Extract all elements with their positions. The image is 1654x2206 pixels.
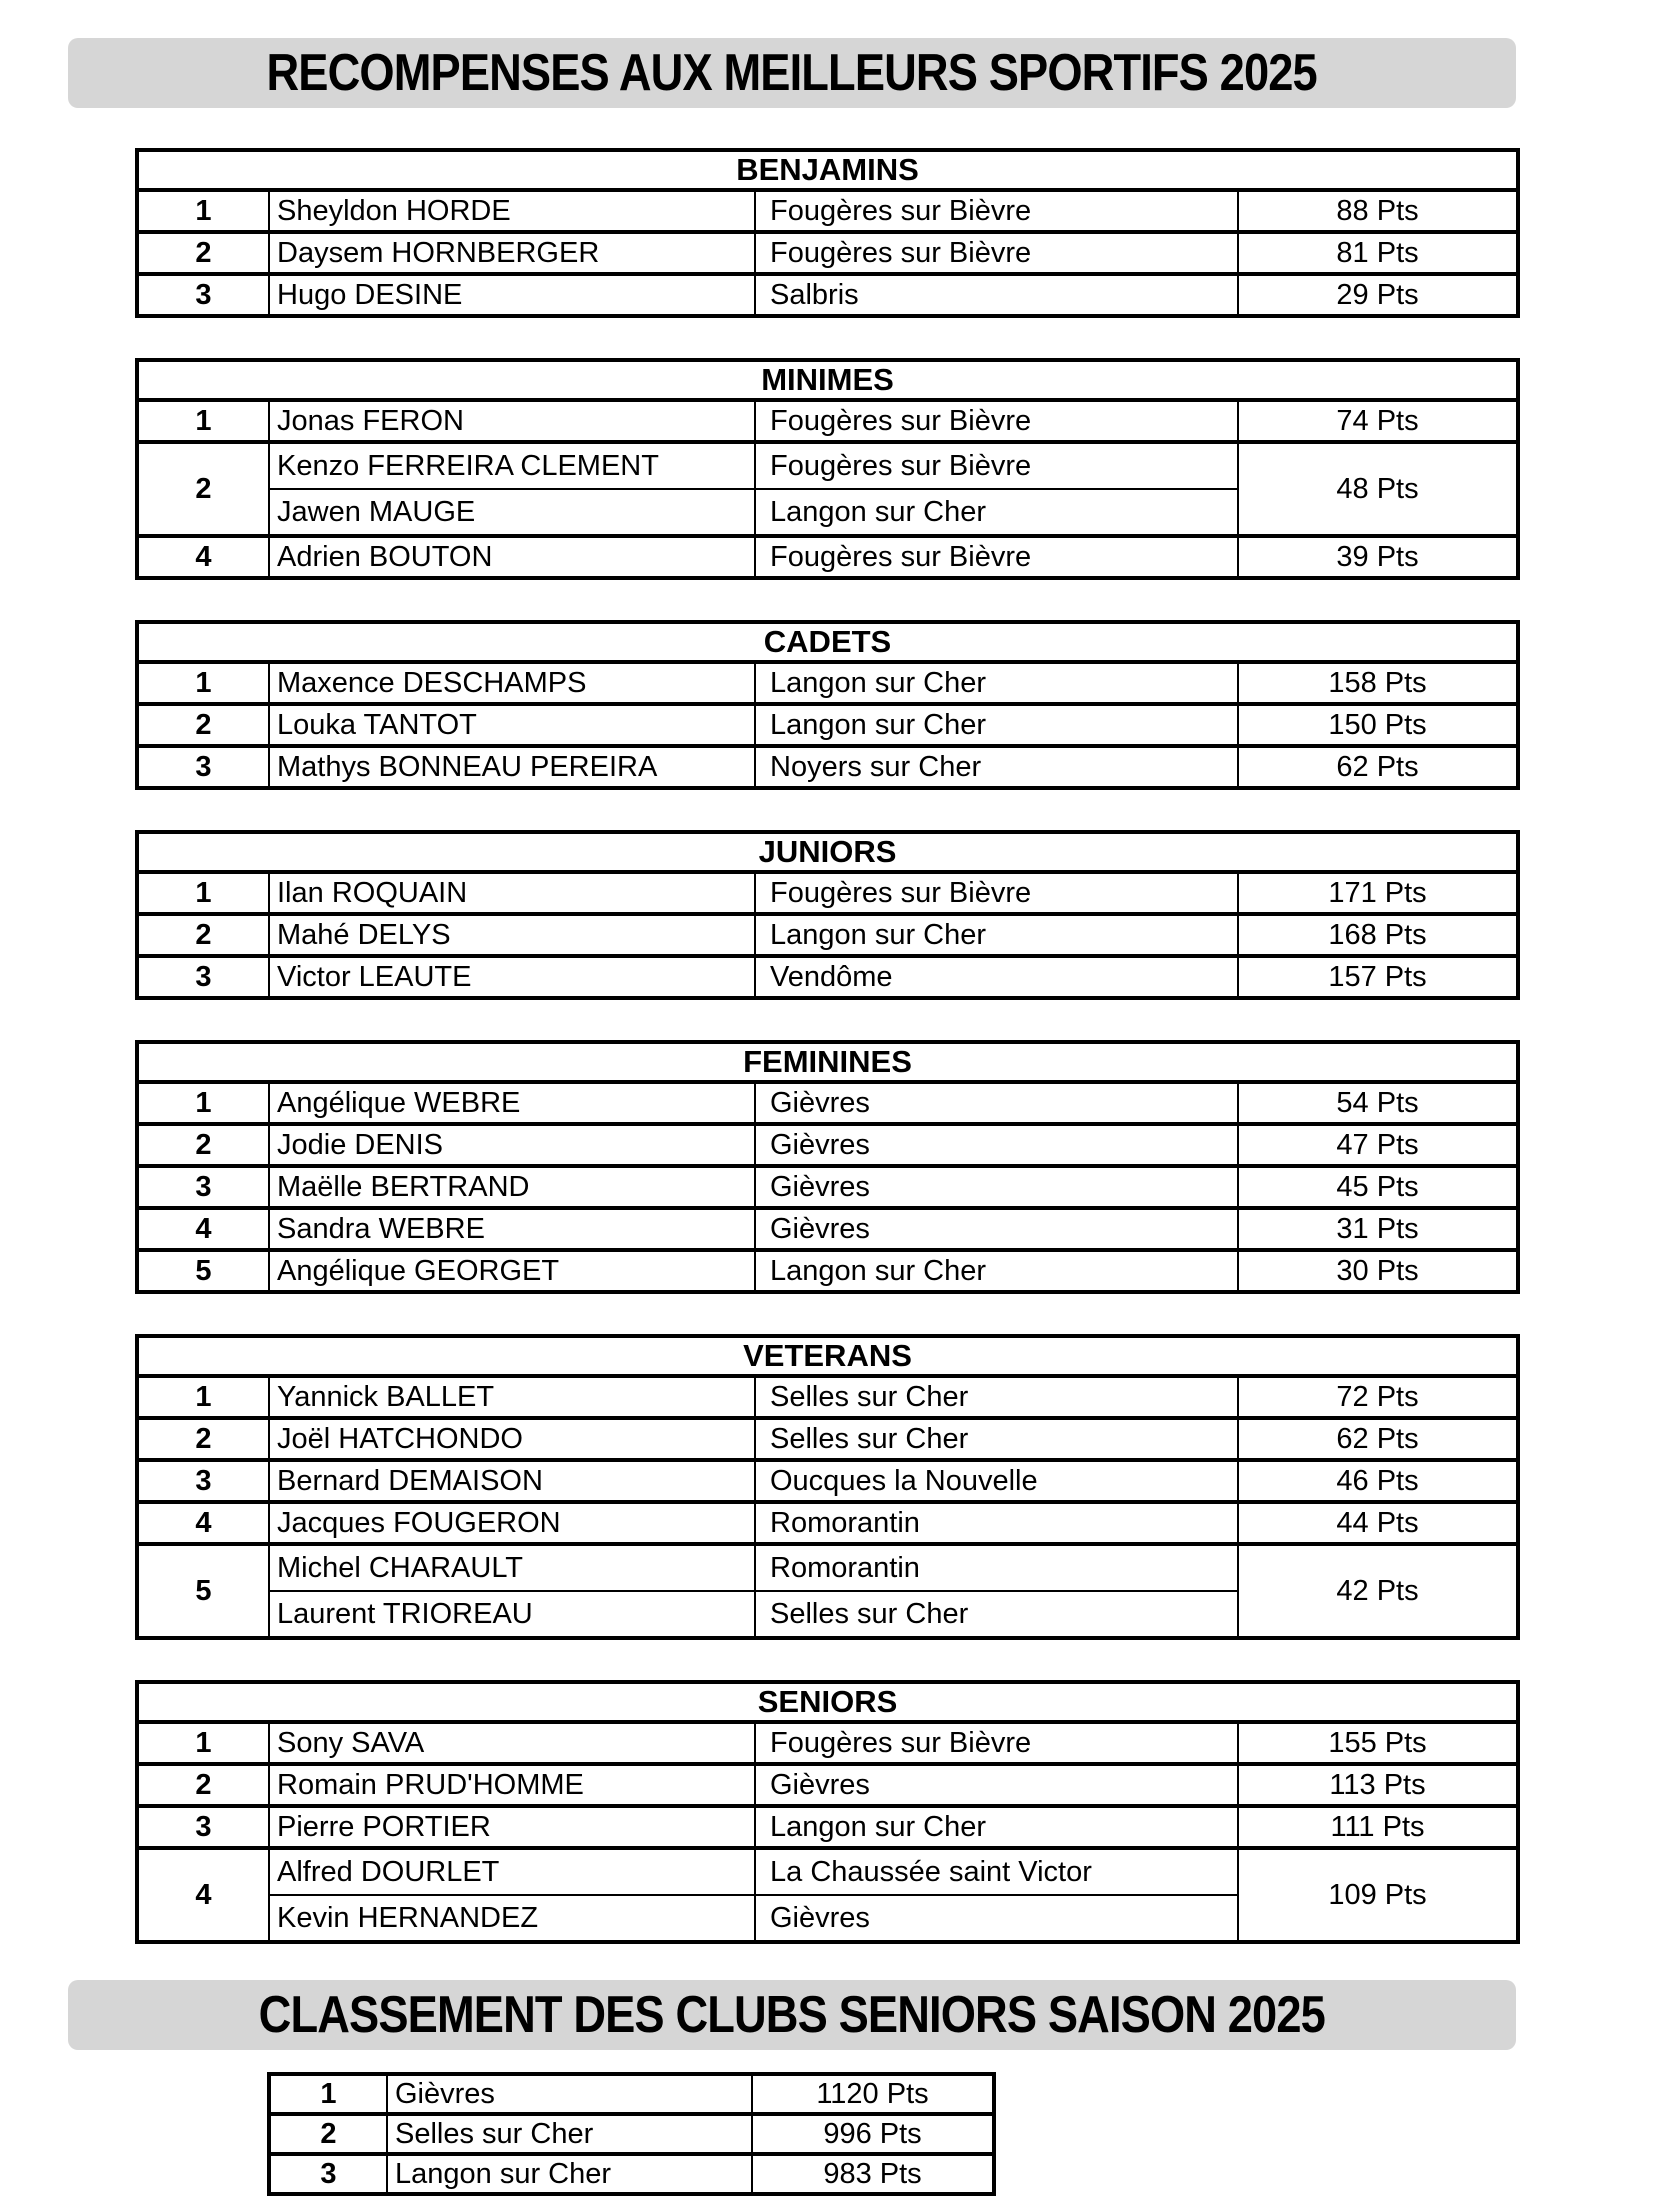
club-cell: Oucques la Nouvelle — [755, 1460, 1238, 1502]
table-row — [137, 662, 1518, 704]
ranking-tables-container — [135, 148, 1516, 1944]
category-table-body — [137, 1682, 1518, 1942]
club-cell: Fougères sur Bièvre — [755, 1722, 1238, 1764]
table-row — [137, 1806, 1518, 1848]
club-cell: Noyers sur Cher — [755, 746, 1238, 788]
club-cell: Romorantin — [755, 1502, 1238, 1544]
table-row — [269, 2074, 994, 2114]
club-cell: Selles sur Cher — [755, 1376, 1238, 1418]
rank-cell: 4 — [137, 536, 269, 578]
table-row — [137, 1208, 1518, 1250]
athlete-name-cell: Mathys BONNEAU PEREIRA — [269, 746, 755, 788]
club-cell: Gièvres — [755, 1895, 1238, 1942]
club-cell: Fougères sur Bièvre — [755, 872, 1238, 914]
club-cell: Langon sur Cher — [755, 914, 1238, 956]
table-row — [137, 1502, 1518, 1544]
table-row — [137, 746, 1518, 788]
points-cell: 1120 Pts — [752, 2074, 994, 2114]
athlete-name-cell: Pierre PORTIER — [269, 1806, 755, 1848]
points-cell: 47 Pts — [1238, 1124, 1518, 1166]
rank-cell: 1 — [137, 1082, 269, 1124]
rank-cell: 1 — [137, 872, 269, 914]
points-cell: 81 Pts — [1238, 232, 1518, 274]
clubs-title: CLASSEMENT DES CLUBS SENIORS SAISON 2025 — [258, 1986, 1326, 2044]
athlete-name-cell: Angélique GEORGET — [269, 1250, 755, 1292]
club-cell: Fougères sur Bièvre — [755, 232, 1238, 274]
table-row — [269, 2114, 994, 2154]
club-cell: Gièvres — [387, 2074, 752, 2114]
club-cell: Romorantin — [755, 1544, 1238, 1591]
table-row — [137, 1082, 1518, 1124]
table-row — [137, 1418, 1518, 1460]
athlete-name-cell: Joël HATCHONDO — [269, 1418, 755, 1460]
rank-cell: 2 — [137, 1124, 269, 1166]
points-cell: 158 Pts — [1238, 662, 1518, 704]
rank-cell: 1 — [137, 400, 269, 442]
athlete-name-cell: Sheyldon HORDE — [269, 190, 755, 232]
points-cell: 48 Pts — [1238, 442, 1518, 536]
athlete-name-cell: Michel CHARAULT — [269, 1544, 755, 1591]
category-table-cadets — [135, 620, 1520, 790]
category-header-row — [137, 1336, 1518, 1376]
category-header-row — [137, 1042, 1518, 1082]
points-cell: 113 Pts — [1238, 1764, 1518, 1806]
club-cell: Langon sur Cher — [755, 489, 1238, 536]
athlete-name-cell: Laurent TRIOREAU — [269, 1591, 755, 1638]
athlete-name-cell: Hugo DESINE — [269, 274, 755, 316]
category-header-feminines: FEMININES — [137, 1042, 1518, 1082]
club-cell: Langon sur Cher — [755, 1250, 1238, 1292]
club-cell: Langon sur Cher — [755, 704, 1238, 746]
rank-cell: 2 — [137, 442, 269, 536]
club-cell: Fougères sur Bièvre — [755, 442, 1238, 489]
category-header-cadets: CADETS — [137, 622, 1518, 662]
rank-cell: 4 — [137, 1502, 269, 1544]
table-row — [137, 190, 1518, 232]
category-header-row — [137, 832, 1518, 872]
category-table-veterans — [135, 1334, 1520, 1640]
points-cell: 155 Pts — [1238, 1722, 1518, 1764]
table-row — [137, 1722, 1518, 1764]
category-table-body — [137, 1042, 1518, 1292]
category-header-juniors: JUNIORS — [137, 832, 1518, 872]
athlete-name-cell: Jonas FERON — [269, 400, 755, 442]
club-cell: Selles sur Cher — [755, 1418, 1238, 1460]
athlete-name-cell: Alfred DOURLET — [269, 1848, 755, 1895]
table-row — [137, 1376, 1518, 1418]
category-header-veterans: VETERANS — [137, 1336, 1518, 1376]
athlete-name-cell: Maëlle BERTRAND — [269, 1166, 755, 1208]
points-cell: 109 Pts — [1238, 1848, 1518, 1942]
rank-cell: 4 — [137, 1848, 269, 1942]
rank-cell: 2 — [137, 704, 269, 746]
table-row — [137, 1166, 1518, 1208]
category-header-row — [137, 150, 1518, 190]
rank-cell: 3 — [137, 746, 269, 788]
table-row — [137, 274, 1518, 316]
athlete-name-cell: Yannick BALLET — [269, 1376, 755, 1418]
athlete-name-cell: Romain PRUD'HOMME — [269, 1764, 755, 1806]
table-row — [137, 442, 1518, 489]
club-cell: Gièvres — [755, 1166, 1238, 1208]
table-row — [137, 1848, 1518, 1895]
category-table-body — [137, 622, 1518, 788]
table-row — [137, 704, 1518, 746]
points-cell: 983 Pts — [752, 2154, 994, 2194]
rank-cell: 3 — [269, 2154, 387, 2194]
points-cell: 157 Pts — [1238, 956, 1518, 998]
rank-cell: 5 — [137, 1250, 269, 1292]
club-cell: Langon sur Cher — [387, 2154, 752, 2194]
category-header-seniors: SENIORS — [137, 1682, 1518, 1722]
category-table-feminines — [135, 1040, 1520, 1294]
club-cell: Gièvres — [755, 1124, 1238, 1166]
points-cell: 29 Pts — [1238, 274, 1518, 316]
table-row — [137, 872, 1518, 914]
category-table-body — [137, 360, 1518, 578]
athlete-name-cell: Victor LEAUTE — [269, 956, 755, 998]
category-table-minimes — [135, 358, 1520, 580]
athlete-name-cell: Angélique WEBRE — [269, 1082, 755, 1124]
points-cell: 88 Pts — [1238, 190, 1518, 232]
category-table-seniors — [135, 1680, 1520, 1944]
athlete-name-cell: Jawen MAUGE — [269, 489, 755, 536]
points-cell: 44 Pts — [1238, 1502, 1518, 1544]
table-row — [137, 1460, 1518, 1502]
points-cell: 171 Pts — [1238, 872, 1518, 914]
table-row — [137, 914, 1518, 956]
table-row — [137, 1544, 1518, 1591]
club-cell: Selles sur Cher — [755, 1591, 1238, 1638]
rank-cell: 3 — [137, 1806, 269, 1848]
category-table-body — [137, 150, 1518, 316]
athlete-name-cell: Adrien BOUTON — [269, 536, 755, 578]
category-header-minimes: MINIMES — [137, 360, 1518, 400]
club-cell: Fougères sur Bièvre — [755, 400, 1238, 442]
points-cell: 72 Pts — [1238, 1376, 1518, 1418]
category-table-juniors — [135, 830, 1520, 1000]
club-cell: La Chaussée saint Victor — [755, 1848, 1238, 1895]
points-cell: 996 Pts — [752, 2114, 994, 2154]
category-table-body — [137, 832, 1518, 998]
athlete-name-cell: Bernard DEMAISON — [269, 1460, 755, 1502]
table-row — [137, 536, 1518, 578]
category-header-row — [137, 622, 1518, 662]
points-cell: 111 Pts — [1238, 1806, 1518, 1848]
athlete-name-cell: Jacques FOUGERON — [269, 1502, 755, 1544]
club-cell: Fougères sur Bièvre — [755, 536, 1238, 578]
athlete-name-cell: Ilan ROQUAIN — [269, 872, 755, 914]
club-cell: Vendôme — [755, 956, 1238, 998]
rank-cell: 2 — [137, 232, 269, 274]
points-cell: 62 Pts — [1238, 746, 1518, 788]
rank-cell: 3 — [137, 1166, 269, 1208]
club-cell: Gièvres — [755, 1208, 1238, 1250]
category-header-benjamins: BENJAMINS — [137, 150, 1518, 190]
points-cell: 30 Pts — [1238, 1250, 1518, 1292]
athlete-name-cell: Daysem HORNBERGER — [269, 232, 755, 274]
athlete-name-cell: Mahé DELYS — [269, 914, 755, 956]
rank-cell: 2 — [137, 1418, 269, 1460]
rank-cell: 4 — [137, 1208, 269, 1250]
main-title-banner — [68, 38, 1516, 108]
rank-cell: 1 — [137, 1722, 269, 1764]
table-row — [269, 2154, 994, 2194]
page-title: RECOMPENSES AUX MEILLEURS SPORTIFS 2025 — [266, 44, 1318, 102]
athlete-name-cell: Maxence DESCHAMPS — [269, 662, 755, 704]
points-cell: 74 Pts — [1238, 400, 1518, 442]
rank-cell: 3 — [137, 274, 269, 316]
rank-cell: 3 — [137, 1460, 269, 1502]
points-cell: 62 Pts — [1238, 1418, 1518, 1460]
clubs-title-banner — [68, 1980, 1516, 2050]
rank-cell: 5 — [137, 1544, 269, 1638]
club-cell: Langon sur Cher — [755, 1806, 1238, 1848]
club-cell: Salbris — [755, 274, 1238, 316]
points-cell: 42 Pts — [1238, 1544, 1518, 1638]
club-cell: Selles sur Cher — [387, 2114, 752, 2154]
points-cell: 54 Pts — [1238, 1082, 1518, 1124]
category-header-row — [137, 360, 1518, 400]
table-row — [137, 1124, 1518, 1166]
rank-cell: 1 — [269, 2074, 387, 2114]
athlete-name-cell: Louka TANTOT — [269, 704, 755, 746]
points-cell: 168 Pts — [1238, 914, 1518, 956]
points-cell: 46 Pts — [1238, 1460, 1518, 1502]
table-row — [137, 1250, 1518, 1292]
athlete-name-cell: Jodie DENIS — [269, 1124, 755, 1166]
rank-cell: 1 — [137, 1376, 269, 1418]
points-cell: 39 Pts — [1238, 536, 1518, 578]
rank-cell: 2 — [269, 2114, 387, 2154]
club-cell: Fougères sur Bièvre — [755, 190, 1238, 232]
clubs-table-body — [269, 2074, 994, 2194]
points-cell: 150 Pts — [1238, 704, 1518, 746]
rank-cell: 3 — [137, 956, 269, 998]
clubs-ranking-table — [267, 2072, 996, 2196]
table-row — [137, 956, 1518, 998]
points-cell: 45 Pts — [1238, 1166, 1518, 1208]
club-cell: Langon sur Cher — [755, 662, 1238, 704]
athlete-name-cell: Kevin HERNANDEZ — [269, 1895, 755, 1942]
rank-cell: 2 — [137, 914, 269, 956]
table-row — [137, 232, 1518, 274]
club-cell: Gièvres — [755, 1764, 1238, 1806]
category-table-benjamins — [135, 148, 1520, 318]
rank-cell: 1 — [137, 662, 269, 704]
athlete-name-cell: Sony SAVA — [269, 1722, 755, 1764]
category-header-row — [137, 1682, 1518, 1722]
athlete-name-cell: Sandra WEBRE — [269, 1208, 755, 1250]
table-row — [137, 400, 1518, 442]
athlete-name-cell: Kenzo FERREIRA CLEMENT — [269, 442, 755, 489]
points-cell: 31 Pts — [1238, 1208, 1518, 1250]
club-cell: Gièvres — [755, 1082, 1238, 1124]
rank-cell: 2 — [137, 1764, 269, 1806]
table-row — [137, 1764, 1518, 1806]
category-table-body — [137, 1336, 1518, 1638]
rank-cell: 1 — [137, 190, 269, 232]
